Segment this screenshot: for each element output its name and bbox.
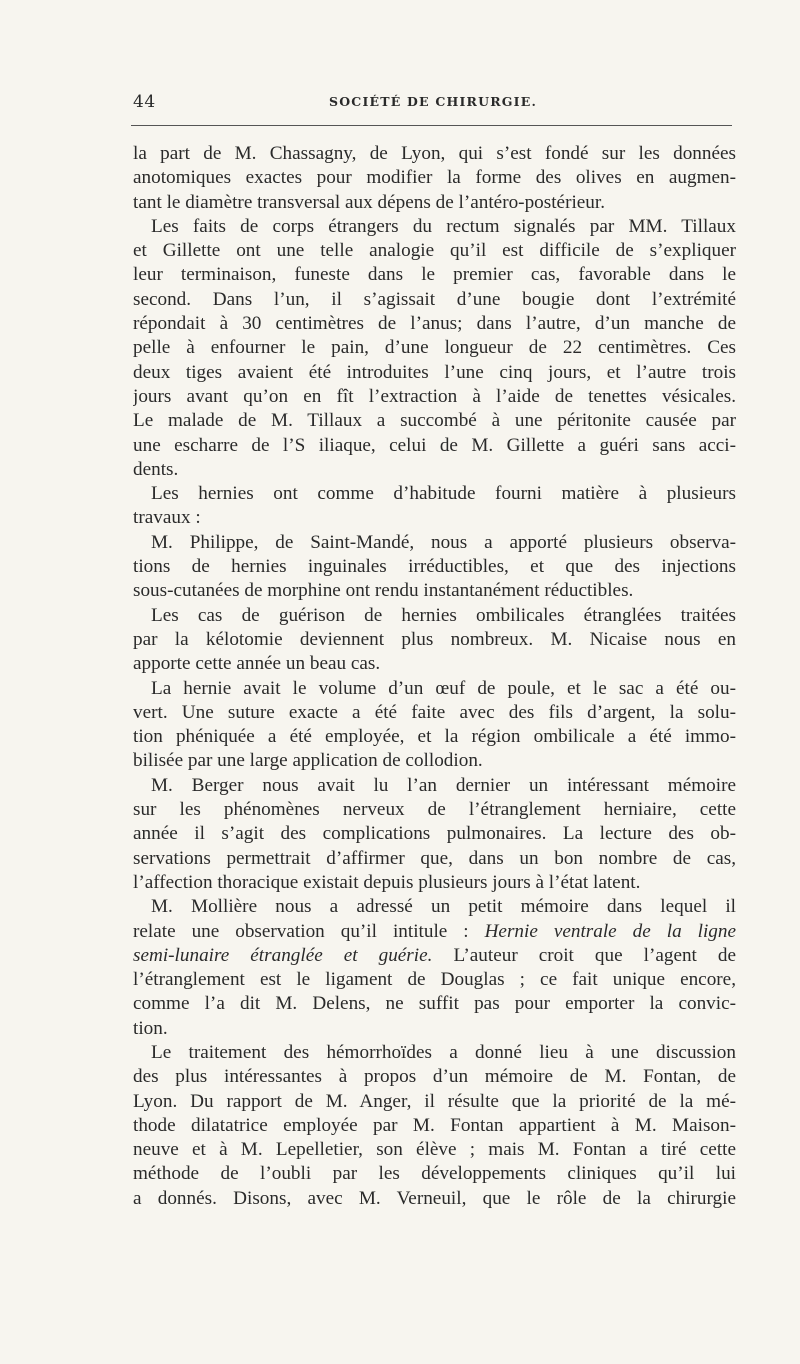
text-line: dents. — [133, 458, 179, 480]
text-line: tant le diamètre transversal aux dépens de l’antéro-postérieur. — [133, 191, 606, 213]
text-line: anotomiques exactes pour modifier la forme des olives en augmen- — [133, 167, 736, 189]
text-line: Les cas de guérison de hernies ombilicales étranglées traitées — [151, 604, 736, 626]
text-line: thode dilatatrice employée par M. Fontan appartient à M. Maison- — [133, 1114, 736, 1136]
text-line: apporte cette année un beau cas. — [133, 653, 381, 675]
text-line: l’affection thoracique existait depuis plusieurs jours à l’état latent. — [133, 871, 641, 893]
text-line: année il s’agit des complications pulmonaires. La lecture des ob- — [133, 823, 736, 845]
text-line: répondait à 30 centimètres de l’anus; dans l’autre, d’un manche de — [133, 313, 736, 335]
text-line: travaux : — [133, 507, 201, 529]
text-line: vert. Une suture exacte a été faite avec des fils d’argent, la solu- — [133, 701, 736, 723]
header-rule — [131, 125, 732, 126]
text-line: neuve et à M. Lepelletier, son élève ; mais M. Fontan a tiré cette — [133, 1139, 736, 1161]
text-line: Les faits de corps étrangers du rectum signalés par MM. Tillaux — [151, 215, 736, 237]
text-line: leur terminaison, funeste dans le premier cas, favorable dans le — [133, 264, 736, 286]
body-text — [133, 142, 736, 1211]
text-line: et Gillette ont une telle analogie qu’il est difficile de s’expliquer — [133, 240, 736, 262]
text-line: des plus intéressantes à propos d’un mémoire de M. Fontan, de — [133, 1066, 736, 1088]
text-line: par la kélotomie deviennent plus nombreux. M. Nicaise nous en — [133, 628, 736, 650]
text-line: une escharre de l’S iliaque, celui de M. Gillette a guéri sans acci- — [133, 434, 736, 456]
text-line — [133, 920, 736, 944]
text-line: l’étranglement est le ligament de Douglas ; ce fait unique encore, — [133, 969, 736, 991]
text-line: tion phéniquée a été employée, et la région ombilicale a été immo- — [133, 726, 736, 748]
page-number: 44 — [133, 92, 156, 112]
text-line: a donnés. Disons, avec M. Verneuil, que le rôle de la chirurgie — [133, 1187, 736, 1209]
text-line: deux tiges avaient été introduites l’une cinq jours, et l’autre trois — [133, 361, 736, 383]
text-line: sur les phénomènes nerveux de l’étranglement herniaire, cette — [133, 799, 736, 821]
text-line: Le traitement des hémorrhoïdes a donné lieu à une discussion — [151, 1041, 736, 1063]
text-line: Lyon. Du rapport de M. Anger, il résulte que la priorité de la mé- — [133, 1090, 736, 1112]
text-line: tion. — [133, 1017, 168, 1039]
text-line: méthode de l’oubli par les développements cliniques qu’il lui — [133, 1163, 736, 1185]
text-segment: L’auteur croit que l’agent de — [453, 944, 736, 966]
text-line: jours avant qu’on en fît l’extraction à l’aide de tenettes vésicales. — [133, 385, 736, 407]
text-line: La hernie avait le volume d’un œuf de poule, et le sac a été ou- — [151, 677, 736, 699]
text-line: Les hernies ont comme d’habitude fourni matière à plusieurs — [151, 483, 736, 505]
text-line: second. Dans l’un, il s’agissait d’une bougie dont l’extrémité — [133, 288, 736, 310]
text-line — [133, 944, 736, 968]
text-line: sous-cutanées de morphine ont rendu instantanément réductibles. — [133, 580, 634, 602]
text-line: tions de hernies inguinales irréductibles, et que des injections — [133, 556, 736, 578]
text-line: servations permettrait d’affirmer que, dans un bon nombre de cas, — [133, 847, 736, 869]
text-line: bilisée par une large application de collodion. — [133, 750, 483, 772]
title-italic: semi-lunaire étranglée et guérie. — [133, 944, 433, 966]
text-segment: relate une observation qu’il intitule : — [133, 920, 469, 942]
page-header — [133, 92, 733, 116]
text-line: M. Mollière nous a adressé un petit mémoire dans lequel il — [151, 896, 736, 918]
text-line: comme l’a dit M. Delens, ne suffit pas pour emporter la convic- — [133, 993, 736, 1015]
text-line: pelle à enfourner le pain, d’une longueur de 22 centimètres. Ces — [133, 337, 736, 359]
running-title: SOCIÉTÉ DE CHIRURGIE. — [328, 94, 538, 109]
text-line: M. Philippe, de Saint-Mandé, nous a apporté plusieurs observa- — [151, 531, 736, 553]
title-italic: Hernie ventrale de la ligne — [484, 920, 736, 942]
text-line: Le malade de M. Tillaux a succombé à une péritonite causée par — [133, 410, 736, 432]
text-line: M. Berger nous avait lu l’an dernier un intéressant mémoire — [151, 774, 736, 796]
text-line: la part de M. Chassagny, de Lyon, qui s’est fondé sur les données — [133, 143, 736, 164]
